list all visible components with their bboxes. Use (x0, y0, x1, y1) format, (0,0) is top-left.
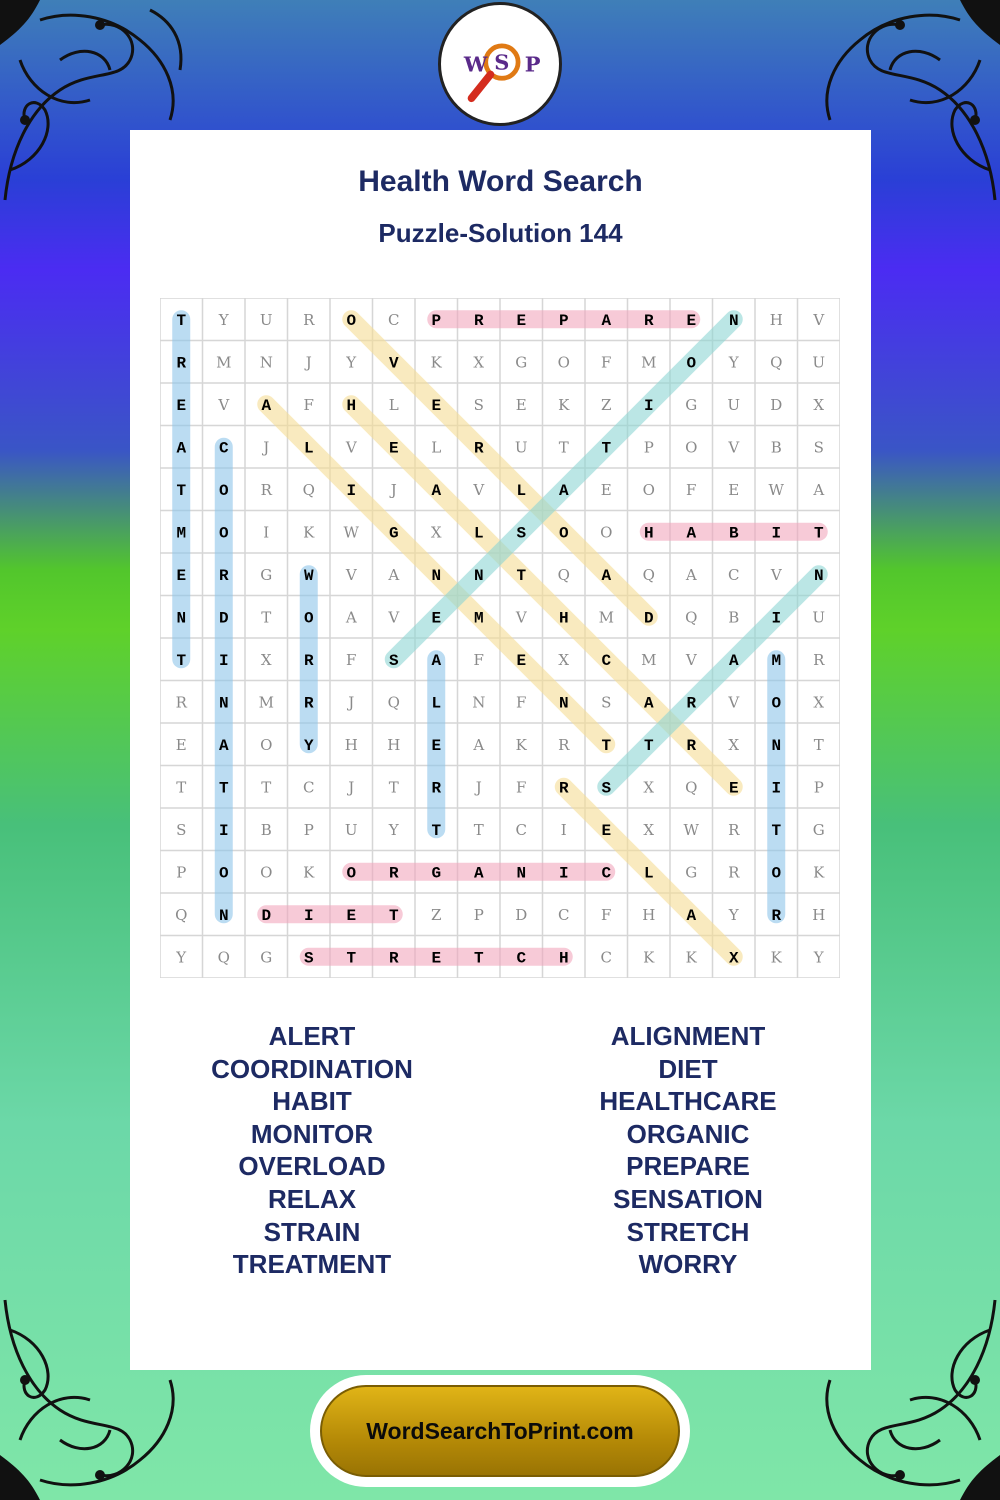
grid-cell[interactable]: P (431, 311, 442, 330)
grid-cell[interactable]: V (515, 608, 527, 627)
grid-cell[interactable]: V (218, 395, 230, 414)
grid-cell[interactable]: O (346, 864, 357, 883)
grid-cell[interactable]: M (771, 651, 782, 670)
grid-cell[interactable]: A (473, 735, 485, 754)
word-list-item: STRETCH (626, 1216, 750, 1247)
grid-cell[interactable]: E (176, 396, 187, 415)
grid-cell[interactable]: A (686, 906, 697, 925)
grid-cell[interactable]: W (768, 480, 784, 499)
grid-cell[interactable]: T (813, 524, 824, 543)
grid-cell[interactable]: A (601, 566, 612, 585)
grid-cell[interactable]: U (514, 438, 528, 457)
grid-cell[interactable]: H (769, 310, 783, 329)
grid-cell[interactable]: X (643, 778, 655, 797)
grid-cell[interactable]: A (686, 524, 697, 543)
grid-cell[interactable]: Q (770, 353, 783, 372)
grid-cell[interactable]: D (770, 395, 783, 414)
grid-cell[interactable]: R (728, 820, 740, 839)
grid-cell[interactable]: A (218, 736, 229, 755)
grid-cell[interactable]: E (346, 906, 357, 925)
grid-cell[interactable]: K (303, 523, 315, 542)
grid-cell[interactable]: Y (388, 820, 399, 839)
grid-cell[interactable]: T (473, 949, 484, 968)
grid-cell[interactable]: C (218, 439, 229, 458)
word-list-item: RELAX (267, 1183, 357, 1214)
grid-cell[interactable]: Y (728, 353, 739, 372)
grid-cell[interactable]: C (601, 864, 612, 883)
grid-cell[interactable]: V (473, 480, 485, 499)
grid-cell[interactable]: T (261, 608, 272, 627)
grid-cell[interactable]: A (345, 608, 357, 627)
grid-cell[interactable]: F (601, 905, 612, 924)
grid-cell[interactable]: B (260, 820, 272, 839)
grid-cell[interactable]: P (558, 311, 569, 330)
grid-cell[interactable]: A (261, 396, 272, 415)
wsp-logo[interactable] (438, 2, 562, 126)
grid-cell[interactable]: A (558, 481, 569, 500)
word-list-item: TREATMENT (232, 1249, 392, 1280)
grid-cell[interactable]: H (344, 735, 358, 754)
grid-cell[interactable]: N (813, 566, 824, 585)
grid-cell[interactable]: X (813, 693, 825, 712)
grid-cell[interactable]: G (260, 948, 273, 967)
grid-cell[interactable]: H (558, 609, 569, 628)
word-list-item: ALIGNMENT (610, 1021, 766, 1051)
website-button-inner (320, 1385, 680, 1477)
logo-letter-w: W (463, 51, 488, 77)
grid-cell[interactable]: R (558, 735, 570, 754)
grid-cell[interactable]: O (218, 524, 229, 543)
grid-cell[interactable]: A (643, 694, 654, 713)
grid-cell[interactable]: H (387, 735, 401, 754)
grid-cell[interactable]: E (600, 480, 612, 499)
grid-cell[interactable]: E (516, 311, 527, 330)
word-list-item: ORGANIC (626, 1118, 750, 1149)
grid-cell[interactable]: P (303, 820, 314, 839)
grid-cell[interactable]: D (218, 609, 229, 628)
grid-cell[interactable]: F (601, 353, 612, 372)
grid-cell[interactable]: R (260, 480, 272, 499)
grid-cell[interactable]: L (388, 395, 399, 414)
grid-cell[interactable]: R (388, 949, 399, 968)
word-list-item: SENSATION (613, 1183, 763, 1214)
grid-cell[interactable]: L (303, 439, 314, 458)
grid-cell[interactable]: S (473, 395, 484, 414)
grid-cell[interactable]: C (303, 778, 315, 797)
grid-cell[interactable]: I (303, 906, 314, 925)
grid-cell[interactable]: Q (387, 693, 400, 712)
grid-cell[interactable]: K (813, 863, 825, 882)
grid-cell[interactable]: P (643, 438, 654, 457)
word-list-item: OVERLOAD (238, 1151, 386, 1182)
grid-cell[interactable]: E (515, 395, 527, 414)
grid-cell[interactable]: K (558, 395, 570, 414)
grid-cell[interactable]: V (770, 565, 782, 584)
grid-cell[interactable]: R (303, 651, 314, 670)
grid-cell[interactable]: P (473, 905, 484, 924)
grid-cell[interactable]: C (600, 948, 612, 967)
grid-cell[interactable]: A (431, 481, 442, 500)
grid-cell[interactable]: V (685, 650, 697, 669)
grid-cell[interactable]: E (431, 609, 442, 628)
grid-cell[interactable]: N (516, 864, 527, 883)
grid-cell[interactable]: Q (302, 480, 315, 499)
grid-cell[interactable]: T (643, 736, 654, 755)
logo-graphic (441, 5, 559, 123)
grid-cell[interactable]: M (641, 650, 657, 669)
grid-cell[interactable]: A (685, 565, 697, 584)
grid-cell[interactable]: N (472, 693, 486, 712)
grid-cell[interactable]: T (771, 821, 782, 840)
grid-cell[interactable]: W (343, 523, 359, 542)
grid-cell[interactable]: A (388, 565, 400, 584)
grid-cell[interactable]: K (685, 948, 697, 967)
grid-cell[interactable]: L (431, 438, 442, 457)
grid-cell[interactable]: A (813, 480, 825, 499)
grid-cell[interactable]: R (176, 354, 187, 373)
grid-cell[interactable]: P (813, 778, 824, 797)
grid-cell[interactable]: Y (176, 948, 187, 967)
grid-cell[interactable]: C (728, 565, 740, 584)
grid-cell[interactable]: M (641, 353, 657, 372)
grid-cell[interactable]: Q (175, 905, 188, 924)
grid-cell[interactable]: N (728, 311, 739, 330)
logo-letter-p: P (524, 51, 541, 77)
grid-cell[interactable]: I (771, 609, 782, 628)
logo-letter-s: S (494, 49, 510, 75)
grid-cell[interactable]: N (218, 906, 229, 925)
grid-cell[interactable]: J (348, 778, 355, 797)
grid-cell[interactable]: M (176, 524, 187, 543)
grid-cell[interactable]: F (346, 650, 357, 669)
grid-cell[interactable]: E (728, 779, 739, 798)
grid-cell[interactable]: Q (685, 608, 698, 627)
grid-cell[interactable]: E (175, 735, 187, 754)
grid-cell[interactable]: O (218, 864, 229, 883)
grid-cell[interactable]: T (176, 778, 187, 797)
grid-cell[interactable]: O (685, 438, 698, 457)
grid-cell[interactable]: I (643, 396, 654, 415)
grid-cell[interactable]: E (516, 651, 527, 670)
grid-cell[interactable]: T (601, 736, 612, 755)
grid-cell[interactable]: X (813, 395, 825, 414)
grid-cell[interactable]: C (558, 905, 570, 924)
grid-cell[interactable]: N (259, 353, 273, 372)
word-list-item: ALERT (268, 1021, 356, 1051)
grid-cell[interactable]: Y (813, 948, 824, 967)
grid-cell[interactable]: G (431, 864, 442, 883)
grid-cell[interactable]: S (601, 779, 612, 798)
grid-cell[interactable]: L (431, 694, 442, 713)
grid-cell[interactable]: G (685, 863, 698, 882)
grid-cell[interactable]: T (431, 821, 442, 840)
grid-cell[interactable]: I (771, 779, 782, 798)
grid-cell[interactable]: I (771, 524, 782, 543)
grid-cell[interactable]: X (643, 820, 655, 839)
grid-cell[interactable]: O (686, 354, 697, 373)
grid-cell[interactable]: J (348, 693, 355, 712)
grid-cell[interactable]: R (643, 311, 654, 330)
grid-cell[interactable]: S (601, 693, 612, 712)
word-list-item: WORRY (638, 1249, 738, 1280)
grid-cell[interactable]: V (345, 565, 357, 584)
grid-cell[interactable]: V (728, 438, 740, 457)
grid-cell[interactable]: E (431, 396, 442, 415)
grid-cell[interactable]: I (346, 481, 357, 500)
grid-cell[interactable]: L (473, 524, 484, 543)
grid-cell[interactable]: R (388, 864, 399, 883)
grid-cell[interactable]: R (473, 311, 484, 330)
grid-cell[interactable]: F (686, 480, 697, 499)
grid-cell[interactable]: T (473, 820, 484, 839)
grid-cell[interactable]: O (600, 523, 613, 542)
grid-cell[interactable]: R (303, 310, 315, 329)
grid-cell[interactable]: R (218, 566, 229, 585)
grid-cell[interactable]: V (345, 438, 357, 457)
grid-cell[interactable]: E (686, 311, 697, 330)
grid-cell[interactable]: T (346, 949, 357, 968)
grid-cell[interactable]: U (344, 820, 358, 839)
grid-cell[interactable]: O (218, 481, 229, 500)
grid-cell[interactable]: R (175, 693, 187, 712)
grid-cell[interactable]: T (601, 439, 612, 458)
grid-cell[interactable]: W (683, 820, 699, 839)
grid-cell[interactable]: Y (346, 353, 357, 372)
grid-cell[interactable]: Q (685, 778, 698, 797)
grid-cell[interactable]: P (176, 863, 187, 882)
grid-cell[interactable]: X (430, 523, 442, 542)
grid-cell[interactable]: O (557, 353, 570, 372)
grid-cell[interactable]: T (218, 779, 229, 798)
grid-cell[interactable]: G (515, 353, 528, 372)
grid-cell[interactable]: G (388, 524, 399, 543)
grid-cell[interactable]: K (303, 863, 315, 882)
grid-cell[interactable]: X (260, 650, 272, 669)
grid-cell[interactable]: D (261, 906, 272, 925)
grid-cell[interactable]: C (515, 820, 527, 839)
grid-cell[interactable]: T (516, 566, 527, 585)
grid-cell[interactable]: X (558, 650, 570, 669)
grid-cell[interactable]: G (812, 820, 825, 839)
word-list-item: HEALTHCARE (599, 1086, 777, 1117)
grid-cell[interactable]: R (686, 694, 697, 713)
grid-cell[interactable]: I (218, 821, 229, 840)
grid-cell[interactable]: I (263, 523, 270, 542)
grid-cell[interactable]: E (728, 480, 740, 499)
grid-cell[interactable]: B (728, 524, 739, 543)
grid-cell[interactable]: I (560, 820, 567, 839)
word-list-item: PREPARE (626, 1151, 750, 1182)
grid-cell[interactable]: T (388, 778, 399, 797)
grid-cell[interactable]: M (598, 608, 614, 627)
grid-cell[interactable]: U (259, 310, 273, 329)
grid-cell[interactable]: E (388, 439, 399, 458)
grid-cell[interactable]: Z (431, 905, 442, 924)
grid-cell[interactable]: H (642, 905, 656, 924)
grid-cell[interactable]: O (642, 480, 655, 499)
grid-cell[interactable]: D (643, 609, 654, 628)
website-label: WordSearchToPrint.com (366, 1417, 634, 1444)
grid-cell[interactable]: E (431, 949, 442, 968)
grid-cell[interactable]: C (388, 310, 400, 329)
grid-cell[interactable]: T (388, 906, 399, 925)
grid-cell[interactable]: F (516, 693, 527, 712)
grid-cell[interactable]: E (176, 566, 187, 585)
grid-cell[interactable]: C (601, 651, 612, 670)
grid-cell[interactable]: R (303, 694, 314, 713)
grid-cell[interactable]: B (728, 608, 740, 627)
grid-cell[interactable]: B (770, 438, 782, 457)
grid-cell[interactable]: K (515, 735, 527, 754)
grid-cell[interactable]: N (176, 609, 187, 628)
word-list-right (538, 1020, 838, 1281)
page-subtitle: Puzzle-Solution 144 (378, 218, 623, 248)
grid-cell[interactable]: X (728, 949, 739, 968)
grid-cell[interactable]: T (176, 311, 187, 330)
grid-cell[interactable]: L (516, 481, 527, 500)
grid-cell[interactable]: H (643, 524, 654, 543)
grid-cell[interactable]: M (258, 693, 274, 712)
grid-cell[interactable]: O (260, 735, 273, 754)
grid-cell[interactable]: J (475, 778, 482, 797)
grid-cell[interactable]: R (771, 906, 782, 925)
grid-cell[interactable]: Y (728, 905, 739, 924)
grid-cell[interactable]: A (728, 651, 739, 670)
grid-cell[interactable]: K (430, 353, 442, 372)
word-list-item: DIET (658, 1053, 718, 1084)
grid-cell[interactable]: G (260, 565, 273, 584)
grid-cell[interactable]: Y (303, 736, 314, 755)
grid-cell[interactable]: T (558, 438, 569, 457)
website-button[interactable] (310, 1375, 690, 1487)
grid-cell[interactable]: X (473, 353, 485, 372)
grid-cell[interactable]: E (431, 736, 442, 755)
grid-cell[interactable]: O (303, 609, 314, 628)
grid-cell[interactable]: N (218, 694, 229, 713)
grid-cell[interactable]: Y (218, 310, 229, 329)
grid-cell[interactable]: O (771, 864, 782, 883)
grid-cell[interactable]: J (305, 353, 312, 372)
grid-cell[interactable]: A (431, 651, 442, 670)
grid-cell[interactable]: J (390, 480, 397, 499)
grid-cell[interactable]: M (216, 353, 232, 372)
grid-cell[interactable]: N (473, 566, 484, 585)
grid-cell[interactable]: U (727, 395, 741, 414)
grid-cell[interactable]: S (813, 438, 824, 457)
grid-cell[interactable]: V (388, 608, 400, 627)
grid-cell[interactable]: E (601, 821, 612, 840)
grid-cell[interactable]: R (558, 779, 569, 798)
page-title: Health Word Search (358, 165, 643, 198)
word-list-left (162, 1020, 462, 1281)
grid-cell[interactable]: G (685, 395, 698, 414)
grid-cell[interactable]: Q (642, 565, 655, 584)
grid-cell[interactable]: R (473, 439, 484, 458)
grid-cell[interactable]: R (728, 863, 740, 882)
grid-cell[interactable]: N (431, 566, 442, 585)
grid-cell[interactable]: R (813, 650, 825, 669)
grid-cell[interactable]: X (728, 735, 740, 754)
grid-cell[interactable]: U (812, 353, 826, 372)
word-list-item: MONITOR (250, 1118, 374, 1149)
grid-cell[interactable]: A (601, 311, 612, 330)
grid-cell[interactable]: S (516, 524, 527, 543)
grid-cell[interactable]: J (263, 438, 270, 457)
grid-cell[interactable]: Q (557, 565, 570, 584)
grid-cell[interactable]: I (558, 864, 569, 883)
grid-cell[interactable]: S (176, 820, 187, 839)
grid-cell[interactable]: L (643, 864, 654, 883)
grid-cell[interactable]: H (812, 905, 826, 924)
grid-cell[interactable]: N (771, 736, 782, 755)
word-search-grid[interactable] (160, 298, 840, 978)
grid-cell[interactable]: T (176, 481, 187, 500)
grid-cell[interactable]: R (686, 736, 697, 755)
grid-cell[interactable]: V (388, 354, 399, 373)
word-list-item: STRAIN (263, 1216, 361, 1247)
grid-cell[interactable]: N (558, 694, 569, 713)
grid-cell[interactable]: T (176, 651, 187, 670)
grid-cell[interactable]: T (813, 735, 824, 754)
grid-cell[interactable]: R (431, 779, 442, 798)
grid-cell[interactable]: M (473, 609, 484, 628)
grid-cell[interactable]: T (261, 778, 272, 797)
grid-cell[interactable]: F (473, 650, 484, 669)
grid-cell[interactable]: D (515, 905, 528, 924)
word-list-item: HABIT (272, 1086, 352, 1117)
grid-cell[interactable]: O (771, 694, 782, 713)
grid-cell[interactable]: O (558, 524, 569, 543)
word-list-item: COORDINATION (211, 1053, 413, 1084)
grid-cell[interactable]: U (812, 608, 826, 627)
grid-cell[interactable]: I (218, 651, 229, 670)
grid-cell[interactable]: K (643, 948, 655, 967)
grid-cell[interactable]: K (770, 948, 782, 967)
grid-cell[interactable]: Z (601, 395, 612, 414)
grid-cell[interactable]: H (558, 949, 569, 968)
grid-cell[interactable]: O (346, 311, 357, 330)
grid-cell[interactable]: S (303, 949, 314, 968)
grid-cell[interactable]: H (346, 396, 357, 415)
grid-cell[interactable]: A (176, 439, 187, 458)
grid-cell[interactable]: O (260, 863, 273, 882)
grid-cell[interactable]: F (303, 395, 314, 414)
grid-cell[interactable]: C (516, 949, 527, 968)
grid-cell[interactable]: F (516, 778, 527, 797)
grid-cell[interactable]: A (473, 864, 484, 883)
grid-cell[interactable]: V (813, 310, 825, 329)
grid-cell[interactable]: V (728, 693, 740, 712)
grid-cell[interactable]: Q (217, 948, 230, 967)
grid-cell[interactable]: W (303, 566, 314, 585)
grid-cell[interactable]: S (388, 651, 399, 670)
